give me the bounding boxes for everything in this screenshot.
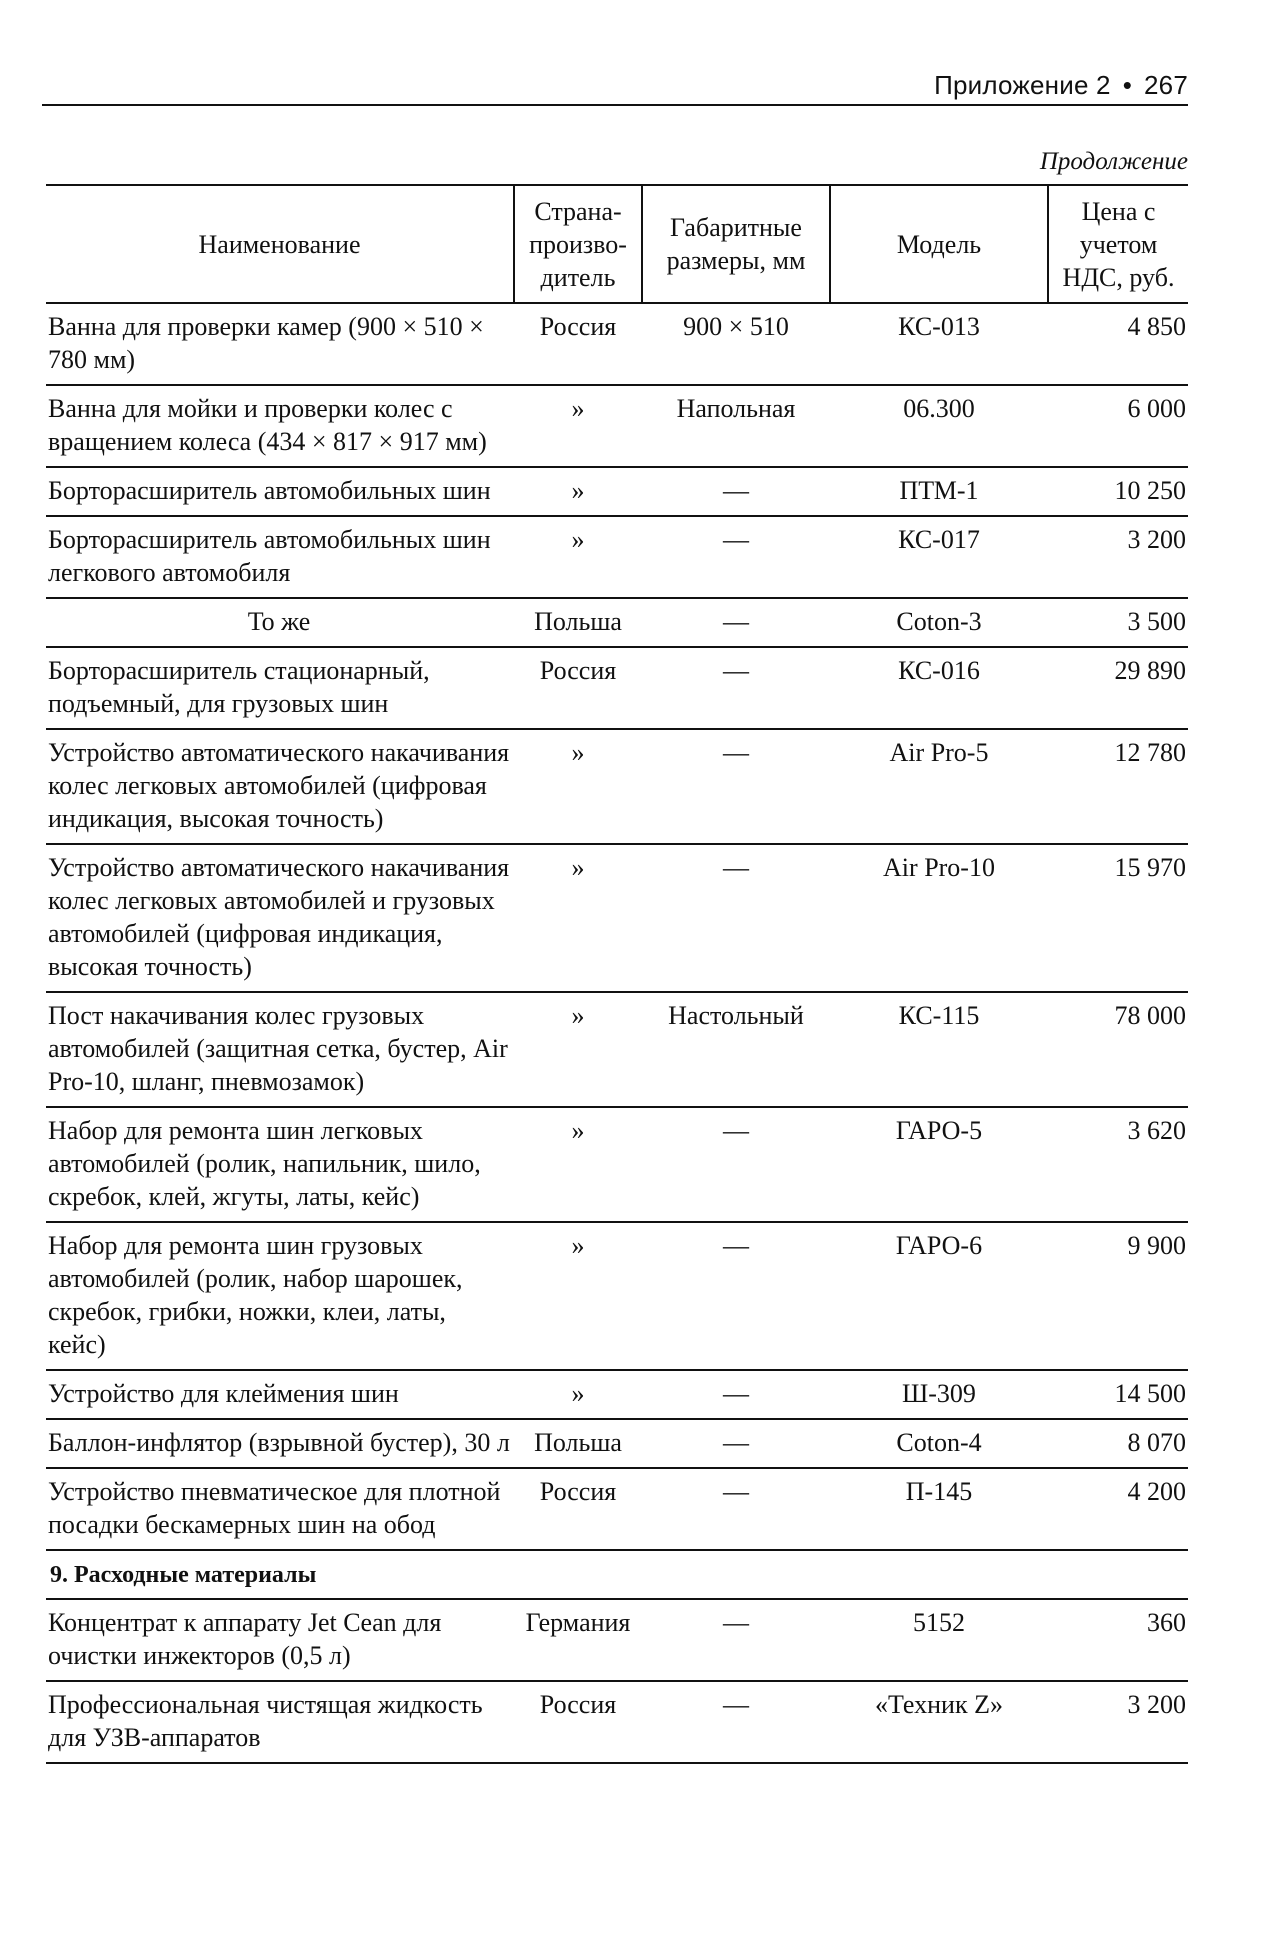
table-header-row [46, 185, 1188, 303]
cell-model: КС-017 [830, 516, 1048, 598]
table-body [46, 303, 1188, 1763]
table-row [46, 1681, 1188, 1763]
cell-dimensions: Напольная [642, 385, 830, 467]
table-row [46, 844, 1188, 992]
cell-price: 12 780 [1048, 729, 1188, 844]
table-row [46, 647, 1188, 729]
table-row [46, 1107, 1188, 1222]
cell-model: П-145 [830, 1468, 1048, 1550]
cell-model: «Техник Z» [830, 1681, 1048, 1763]
cell-country: Россия [514, 647, 642, 729]
cell-country: » [514, 385, 642, 467]
cell-dimensions: — [642, 1107, 830, 1222]
cell-dimensions: — [642, 647, 830, 729]
cell-dimensions: 900 × 510 [642, 303, 830, 385]
table-row [46, 729, 1188, 844]
cell-model: Coton-3 [830, 598, 1048, 647]
column-header-model: Модель [830, 185, 1048, 303]
cell-name: Ванна для мойки и проверки колес с вращением колеса (434 × 817 × 917 мм) [46, 385, 514, 467]
cell-dimensions: — [642, 729, 830, 844]
cell-price: 78 000 [1048, 992, 1188, 1107]
cell-model: ГАРО-5 [830, 1107, 1048, 1222]
page-number: 267 [1144, 70, 1188, 100]
table-row [46, 1222, 1188, 1370]
cell-country: Польша [514, 598, 642, 647]
equipment-price-table [46, 184, 1188, 1764]
cell-model: КС-016 [830, 647, 1048, 729]
cell-country: » [514, 467, 642, 516]
cell-name: Устройство для клеймения шин [46, 1370, 514, 1419]
cell-country: » [514, 1222, 642, 1370]
cell-name: Устройство автоматического накачивания колес легковых автомобилей (цифровая индикация, высокая точность) [46, 729, 514, 844]
table-row [46, 1419, 1188, 1468]
cell-dimensions: — [642, 598, 830, 647]
running-head-bullet: • [1122, 70, 1133, 100]
cell-price: 4 850 [1048, 303, 1188, 385]
cell-price: 15 970 [1048, 844, 1188, 992]
cell-price: 3 500 [1048, 598, 1188, 647]
table-row [46, 303, 1188, 385]
cell-model: КС-115 [830, 992, 1048, 1107]
cell-name: Борторасширитель стационарный, подъемный, для грузовых шин [46, 647, 514, 729]
continued-label: Продолжение [1039, 148, 1188, 175]
table-row [46, 467, 1188, 516]
cell-name: Устройство автоматического накачивания колес легковых автомобилей и грузовых автомобилей (цифровая индикация, высокая точность) [46, 844, 514, 992]
table-row [46, 1370, 1188, 1419]
table-row [46, 1468, 1188, 1550]
cell-model: Coton-4 [830, 1419, 1048, 1468]
cell-price: 3 200 [1048, 516, 1188, 598]
cell-country: Польша [514, 1419, 642, 1468]
cell-dimensions: — [642, 467, 830, 516]
cell-price: 29 890 [1048, 647, 1188, 729]
cell-model: 5152 [830, 1599, 1048, 1681]
cell-country: Россия [514, 303, 642, 385]
cell-country: » [514, 1107, 642, 1222]
cell-price: 4 200 [1048, 1468, 1188, 1550]
cell-price: 360 [1048, 1599, 1188, 1681]
table-row [46, 385, 1188, 467]
cell-country: Россия [514, 1468, 642, 1550]
column-header-price: Цена с учетом НДС, руб. [1048, 185, 1188, 303]
cell-dimensions: — [642, 1419, 830, 1468]
running-head [934, 70, 1188, 101]
table-row [46, 516, 1188, 598]
cell-dimensions: — [642, 1222, 830, 1370]
cell-country: » [514, 844, 642, 992]
cell-country: » [514, 516, 642, 598]
column-header-country: Страна-произво-дитель [514, 185, 642, 303]
cell-model: ПТМ-1 [830, 467, 1048, 516]
cell-price: 14 500 [1048, 1370, 1188, 1419]
cell-name: Ванна для проверки камер (900 × 510 × 780 мм) [46, 303, 514, 385]
cell-name: То же [46, 598, 514, 647]
cell-model: Air Pro-5 [830, 729, 1048, 844]
header-rule [42, 104, 1188, 106]
cell-country: » [514, 729, 642, 844]
section-title: 9. Расходные материалы [46, 1550, 1188, 1599]
cell-name: Борторасширитель автомобильных шин [46, 467, 514, 516]
column-header-name: Наименование [46, 185, 514, 303]
cell-name: Набор для ремонта шин легковых автомобилей (ролик, напильник, шило, скребок, клей, жгуты, латы, кейс) [46, 1107, 514, 1222]
cell-country: » [514, 992, 642, 1107]
table-row [46, 992, 1188, 1107]
cell-dimensions: — [642, 844, 830, 992]
cell-price: 10 250 [1048, 467, 1188, 516]
cell-name: Набор для ремонта шин грузовых автомобилей (ролик, набор шарошек, скребок, грибки, ножки, клеи, латы, кейс) [46, 1222, 514, 1370]
table-row [46, 598, 1188, 647]
cell-name: Баллон-инфлятор (взрывной бустер), 30 л [46, 1419, 514, 1468]
cell-price: 8 070 [1048, 1419, 1188, 1468]
cell-model: 06.300 [830, 385, 1048, 467]
cell-model: ГАРО-6 [830, 1222, 1048, 1370]
column-header-dimensions: Габаритные размеры, мм [642, 185, 830, 303]
cell-dimensions: — [642, 1370, 830, 1419]
cell-dimensions: — [642, 1681, 830, 1763]
cell-country: Германия [514, 1599, 642, 1681]
cell-model: Ш-309 [830, 1370, 1048, 1419]
cell-dimensions: — [642, 1599, 830, 1681]
cell-name: Концентрат к аппарату Jet Cean для очистки инжекторов (0,5 л) [46, 1599, 514, 1681]
cell-country: » [514, 1370, 642, 1419]
cell-price: 3 620 [1048, 1107, 1188, 1222]
cell-model: Air Pro-10 [830, 844, 1048, 992]
cell-name: Пост накачивания колес грузовых автомобилей (защитная сетка, бустер, Air Pro-10, шланг, пневмозамок) [46, 992, 514, 1107]
section-row [46, 1550, 1188, 1599]
cell-dimensions: — [642, 516, 830, 598]
cell-name: Устройство пневматическое для плотной посадки бескамерных шин на обод [46, 1468, 514, 1550]
cell-price: 3 200 [1048, 1681, 1188, 1763]
cell-price: 9 900 [1048, 1222, 1188, 1370]
cell-dimensions: — [642, 1468, 830, 1550]
cell-country: Россия [514, 1681, 642, 1763]
cell-model: КС-013 [830, 303, 1048, 385]
cell-dimensions: Настольный [642, 992, 830, 1107]
running-head-section: Приложение 2 [934, 70, 1111, 100]
table-row [46, 1599, 1188, 1681]
cell-name: Борторасширитель автомобильных шин легкового автомобиля [46, 516, 514, 598]
cell-price: 6 000 [1048, 385, 1188, 467]
cell-name: Профессиональная чистящая жидкость для УЗВ-аппаратов [46, 1681, 514, 1763]
